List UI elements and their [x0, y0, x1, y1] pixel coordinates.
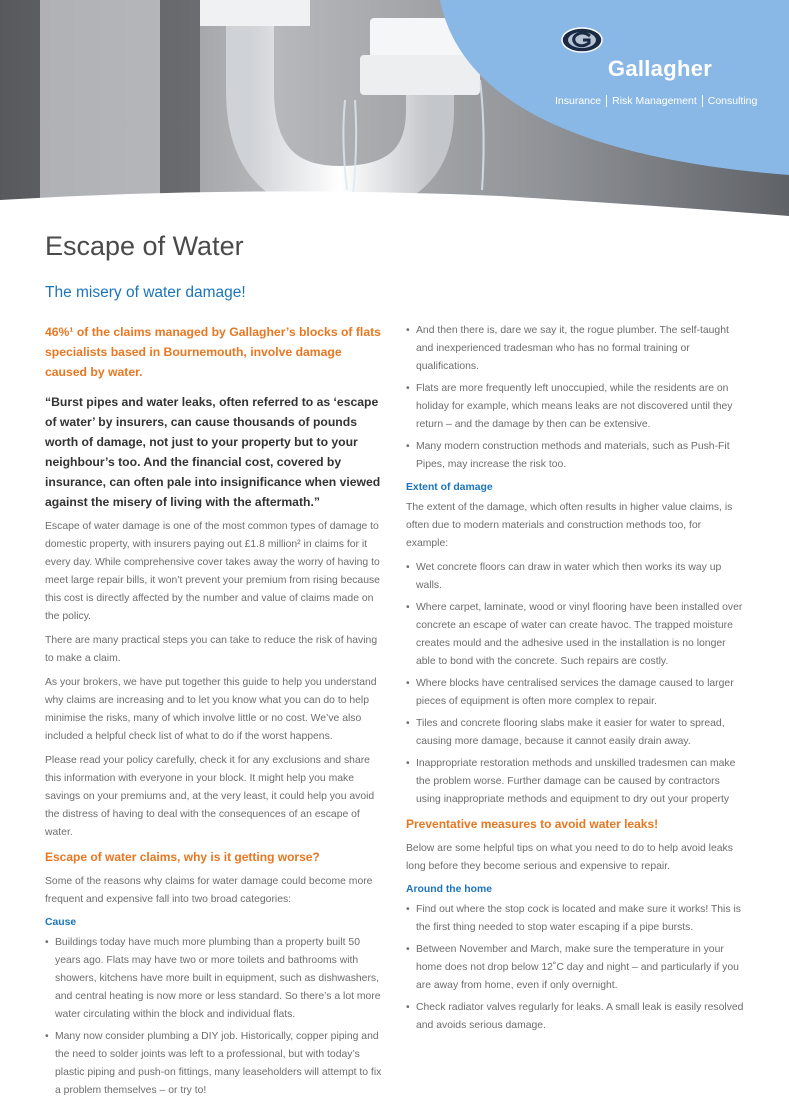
body-paragraph: Please read your policy carefully, check it for any exclusions and share this information with everyone in your block. It might help you make savings on your premiums and, at the very least, it could help you avoid the distress of having to deal with the consequences of an escape of water. — [45, 755, 375, 838]
tagline-divider — [606, 95, 607, 107]
list-item: • Where carpet, laminate, wood or vinyl flooring have been installed over concrete an escape of water can create havoc. The trapped moisture creates mould and the adhesive used in the installation is no longer able to bond with the concrete. Such repairs are costly. — [406, 599, 746, 671]
list-item: • Inappropriate restoration methods and unskilled tradesmen can make the problem worse. Further damage can be caused by contractors using inappropriate methods and equipment to dry out your property — [406, 755, 746, 809]
page-subtitle: The misery of water damage! — [45, 284, 246, 301]
list-item: • Wet concrete floors can draw in water which then works its way up walls. — [406, 559, 746, 595]
list-item: • Many modern construction methods and materials, such as Push-Fit Pipes, may increase the risk too. — [406, 438, 746, 474]
right-column — [406, 322, 746, 1041]
tagline-divider — [702, 95, 703, 107]
gallagher-logo — [560, 26, 760, 82]
pull-quote: “Burst pipes and water leaks, often referred to as ‘escape of water’ by insurers, can cause thousands of pounds worth of damage, not just to your property but to your neighbour’s too. And the financial cost, covered by insurance, can often pale into insignificance when viewed against the misery of living with the aftermath.” — [45, 395, 381, 509]
list-item: • Where blocks have centralised services the damage caused to larger pieces of equipment is often more complex to repair. — [406, 675, 746, 711]
list-item: • Buildings today have much more plumbing than a property built 50 years ago. Flats may have two or more toilets and bathrooms with showers, kitchens have more built in equipment, such as dishwashers, and central heating is now more or less standard. So there’s a lot more water circulating within the block and individual flats. — [45, 934, 383, 1024]
cause-list-continued — [406, 322, 746, 474]
brand-name: Gallagher — [607, 56, 713, 81]
list-item: • And then there is, dare we say it, the rogue plumber. The self-taught and inexperienced tradesman who has no formal training or qualifications. — [406, 322, 746, 376]
tagline-item: Insurance — [555, 95, 602, 107]
list-item: • Between November and March, make sure the temperature in your home does not drop below 12˚C day and night – and particularly if you are away from home, even if only overnight. — [406, 941, 746, 995]
list-item: • Flats are more frequently left unoccupied, while the residents are on holiday for example, which means leaks are not discovered until they return – and the damage by then can be extensive. — [406, 380, 746, 434]
prevent-intro: Below are some helpful tips on what you need to do to help avoid leaks long before they become serious and expensive to repair. — [406, 843, 733, 872]
list-item: • Tiles and concrete flooring slabs make it easier for water to spread, causing more damage, because it cannot easily drain away. — [406, 715, 746, 751]
extent-list — [406, 559, 746, 809]
body-paragraph: There are many practical steps you can take to reduce the risk of having to make a claim. — [45, 635, 378, 664]
page-title: Escape of Water — [45, 231, 244, 261]
list-item: • Check radiator valves regularly for leaks. A small leak is easily resolved and avoids serious damage. — [406, 999, 746, 1035]
lead-statistic: 46%¹ of the claims managed by Gallagher’s blocks of flats specialists based in Bournemouth, involve damage caused by water. — [45, 325, 381, 379]
home-list — [406, 901, 746, 1035]
list-item: • Find out where the stop cock is located and make sure it works! This is the first thing needed to stop water escaping if a pipe bursts. — [406, 901, 746, 937]
list-item: • Many now consider plumbing a DIY job. Historically, copper piping and the need to solder joints was left to a professional, but with today’s plastic piping and push-on fittings, many leaseholders will attempt to fix a problem themselves – or try to! — [45, 1028, 383, 1100]
home-heading: Around the home — [406, 884, 493, 895]
body-paragraph: Escape of water damage is one of the most common types of damage to domestic property, with insurers paying out £1.8 million² in claims for it every day. While comprehensive cover takes away the worry of having to meet large repair bills, it won’t prevent your premium from rising because this cost is directly affected by the number and value of claims made on the policy. — [45, 521, 380, 622]
section-intro: Some of the reasons why claims for water damage could become more frequent and expensive fall into two broad categories: — [45, 876, 373, 905]
tagline-item: Consulting — [707, 95, 758, 107]
cause-list — [45, 934, 383, 1100]
tagline — [555, 95, 757, 107]
prevent-heading: Preventative measures to avoid water leaks! — [406, 817, 659, 831]
section-heading: Escape of water claims, why is it getting worse? — [45, 850, 320, 864]
extent-heading: Extent of damage — [406, 482, 493, 493]
body-paragraph: As your brokers, we have put together this guide to help you understand why claims are increasing and to let you know what you can do to help minimise the risks, many of which involve little or no cost. We’ve also included a helpful check list of what to do if the worst happens. — [45, 677, 377, 742]
left-column — [45, 322, 383, 1106]
header-banner — [0, 0, 789, 230]
cause-heading: Cause — [45, 917, 77, 928]
tagline-item: Risk Management — [612, 95, 697, 107]
gallagher-g-emblem-icon — [560, 26, 604, 54]
extent-intro: The extent of the damage, which often results in higher value claims, is often due to modern materials and construction methods too, for example: — [406, 502, 733, 549]
